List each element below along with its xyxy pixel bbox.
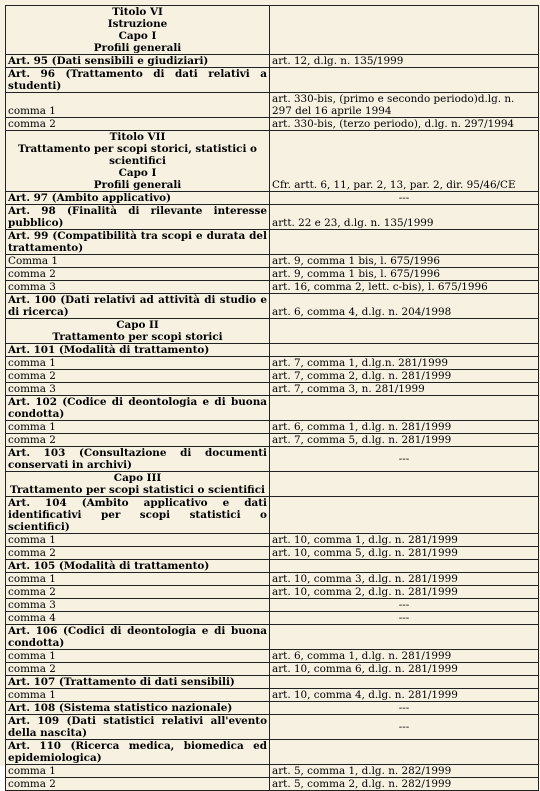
comma-label: comma 1 bbox=[6, 357, 270, 370]
comma-row bbox=[6, 599, 539, 612]
source-reference bbox=[270, 6, 539, 55]
source-reference bbox=[270, 230, 539, 255]
section-heading-row bbox=[6, 319, 539, 344]
comma-row bbox=[6, 586, 539, 599]
article-label: Art. 99 (Compatibilità tra scopi e durata del trattamento) bbox=[6, 230, 270, 255]
comma-label: comma 2 bbox=[6, 663, 270, 676]
source-reference: art. 10, comma 5, d.lg. n. 281/1999 bbox=[270, 547, 539, 560]
article-row bbox=[6, 344, 539, 357]
source-reference: art. 10, comma 6, d.lg. n. 281/1999 bbox=[270, 663, 539, 676]
comma-row bbox=[6, 547, 539, 560]
source-reference: art. 7, comma 5, d.lg. n. 281/1999 bbox=[270, 434, 539, 447]
source-reference: art. 5, comma 2, d.lg. n. 282/1999 bbox=[270, 778, 539, 791]
article-row bbox=[6, 702, 539, 715]
source-reference bbox=[270, 497, 539, 534]
comma-row bbox=[6, 370, 539, 383]
section-heading bbox=[6, 6, 270, 55]
article-label: Art. 102 (Codice di deontologia e di buona condotta) bbox=[6, 396, 270, 421]
heading-line: Trattamento per scopi statistici o scientifici bbox=[10, 484, 265, 496]
article-label: Art. 110 (Ricerca medica, biomedica ed epidemiologica) bbox=[6, 740, 270, 765]
comma-row bbox=[6, 268, 539, 281]
source-reference: art. 16, comma 2, lett. c-bis), l. 675/1996 bbox=[270, 281, 539, 294]
comma-label: comma 2 bbox=[6, 586, 270, 599]
heading-line: Trattamento per scopi storici bbox=[52, 331, 223, 343]
section-heading bbox=[6, 131, 270, 192]
source-reference: artt. 22 e 23, d.lg. n. 135/1999 bbox=[270, 205, 539, 230]
correspondence-table bbox=[5, 5, 539, 791]
comma-row bbox=[6, 612, 539, 625]
comma-label: comma 1 bbox=[6, 93, 270, 118]
comma-row bbox=[6, 689, 539, 702]
article-row bbox=[6, 560, 539, 573]
comma-row bbox=[6, 534, 539, 547]
source-reference: art. 7, comma 1, d.lg.n. 281/1999 bbox=[270, 357, 539, 370]
comma-row bbox=[6, 421, 539, 434]
source-reference bbox=[270, 740, 539, 765]
source-reference: art. 6, comma 1, d.lg. n. 281/1999 bbox=[270, 421, 539, 434]
article-row bbox=[6, 676, 539, 689]
heading-line: Capo III bbox=[113, 472, 162, 484]
article-label: Art. 105 (Modalità di trattamento) bbox=[6, 560, 270, 573]
source-reference: art. 9, comma 1 bis, l. 675/1996 bbox=[270, 268, 539, 281]
article-label: Art. 107 (Trattamento di dati sensibili) bbox=[6, 676, 270, 689]
source-reference: art. 330-bis, (terzo periodo), d.lg. n. 297/1994 bbox=[270, 118, 539, 131]
heading-line: Titolo VII bbox=[109, 131, 166, 143]
comma-label: comma 4 bbox=[6, 612, 270, 625]
article-row bbox=[6, 55, 539, 68]
source-reference: art. 6, comma 1, d.lg. n. 281/1999 bbox=[270, 650, 539, 663]
comma-label: comma 3 bbox=[6, 383, 270, 396]
source-reference: --- bbox=[270, 192, 539, 205]
source-reference: art. 6, comma 4, d.lg. n. 204/1998 bbox=[270, 294, 539, 319]
comma-label: comma 2 bbox=[6, 370, 270, 383]
section-heading-row bbox=[6, 131, 539, 192]
article-row bbox=[6, 205, 539, 230]
comma-row bbox=[6, 650, 539, 663]
comma-row bbox=[6, 573, 539, 586]
source-reference bbox=[270, 319, 539, 344]
source-reference bbox=[270, 68, 539, 93]
article-label: Art. 108 (Sistema statistico nazionale) bbox=[6, 702, 270, 715]
comma-label: comma 1 bbox=[6, 765, 270, 778]
source-reference bbox=[270, 396, 539, 421]
comma-row bbox=[6, 765, 539, 778]
section-heading bbox=[6, 472, 270, 497]
article-row bbox=[6, 497, 539, 534]
heading-line: Trattamento per scopi storici, statistici o scientifici bbox=[18, 143, 257, 167]
comma-label: comma 1 bbox=[6, 421, 270, 434]
heading-line: Capo I bbox=[118, 30, 157, 42]
comma-label: comma 3 bbox=[6, 281, 270, 294]
comma-row bbox=[6, 118, 539, 131]
comma-label: comma 2 bbox=[6, 547, 270, 560]
article-row bbox=[6, 68, 539, 93]
section-heading-row bbox=[6, 472, 539, 497]
article-label: Art. 101 (Modalità di trattamento) bbox=[6, 344, 270, 357]
article-row bbox=[6, 396, 539, 421]
comma-row bbox=[6, 281, 539, 294]
source-reference: art. 10, comma 2, d.lg. n. 281/1999 bbox=[270, 586, 539, 599]
comma-row bbox=[6, 93, 539, 118]
source-reference bbox=[270, 625, 539, 650]
comma-row bbox=[6, 255, 539, 268]
heading-line: Profili generali bbox=[93, 179, 182, 191]
article-label: Art. 106 (Codici di deontologia e di buona condotta) bbox=[6, 625, 270, 650]
article-label: Art. 100 (Dati relativi ad attività di studio e di ricerca) bbox=[6, 294, 270, 319]
comma-label: comma 2 bbox=[6, 434, 270, 447]
article-row bbox=[6, 447, 539, 472]
comma-row bbox=[6, 357, 539, 370]
section-heading bbox=[6, 319, 270, 344]
comma-label: comma 2 bbox=[6, 268, 270, 281]
source-reference bbox=[270, 560, 539, 573]
table-body bbox=[6, 6, 539, 791]
source-reference: art. 12, d.lg. n. 135/1999 bbox=[270, 55, 539, 68]
article-row bbox=[6, 625, 539, 650]
article-label: Art. 104 (Ambito applicativo e dati identificativi per scopi statistici o scientifici) bbox=[6, 497, 270, 534]
comma-label: comma 1 bbox=[6, 689, 270, 702]
source-reference: art. 10, comma 4, d.lg. n. 281/1999 bbox=[270, 689, 539, 702]
heading-line: Titolo VI bbox=[112, 6, 163, 18]
source-reference: art. 7, comma 2, d.lg. n. 281/1999 bbox=[270, 370, 539, 383]
article-label: Art. 98 (Finalità di rilevante interesse pubblico) bbox=[6, 205, 270, 230]
source-reference bbox=[270, 344, 539, 357]
heading-line: Profili generali bbox=[93, 42, 182, 54]
comma-row bbox=[6, 778, 539, 791]
article-label: Art. 96 (Trattamento di dati relativi a studenti) bbox=[6, 68, 270, 93]
heading-line: Capo I bbox=[118, 167, 157, 179]
source-reference: Cfr. artt. 6, 11, par. 2, 13, par. 2, dir. 95/46/CE bbox=[270, 131, 539, 192]
source-reference bbox=[270, 472, 539, 497]
source-reference: art. 10, comma 1, d.lg. n. 281/1999 bbox=[270, 534, 539, 547]
source-reference: --- bbox=[270, 715, 539, 740]
comma-label: comma 1 bbox=[6, 573, 270, 586]
source-reference: art. 330-bis, (primo e secondo periodo)d.lg. n. 297 del 16 aprile 1994 bbox=[270, 93, 539, 118]
article-label: Art. 97 (Ambito applicativo) bbox=[6, 192, 270, 205]
article-row bbox=[6, 294, 539, 319]
source-reference: --- bbox=[270, 702, 539, 715]
source-reference: art. 9, comma 1 bis, l. 675/1996 bbox=[270, 255, 539, 268]
article-row bbox=[6, 740, 539, 765]
heading-line: Capo II bbox=[116, 319, 159, 331]
source-reference: --- bbox=[270, 599, 539, 612]
article-label: Art. 103 (Consultazione di documenti conservati in archivi) bbox=[6, 447, 270, 472]
article-label: Art. 95 (Dati sensibili e giudiziari) bbox=[6, 55, 270, 68]
comma-label: comma 2 bbox=[6, 118, 270, 131]
source-reference: art. 10, comma 3, d.lg. n. 281/1999 bbox=[270, 573, 539, 586]
article-row bbox=[6, 192, 539, 205]
comma-label: comma 1 bbox=[6, 650, 270, 663]
article-row bbox=[6, 715, 539, 740]
comma-label: comma 3 bbox=[6, 599, 270, 612]
heading-line: Istruzione bbox=[107, 18, 168, 30]
source-reference: art. 7, comma 3, n. 281/1999 bbox=[270, 383, 539, 396]
source-reference: art. 5, comma 1, d.lg. n. 282/1999 bbox=[270, 765, 539, 778]
article-label: Art. 109 (Dati statistici relativi all'evento della nascita) bbox=[6, 715, 270, 740]
article-row bbox=[6, 230, 539, 255]
comma-row bbox=[6, 383, 539, 396]
comma-row bbox=[6, 434, 539, 447]
comma-label: comma 1 bbox=[6, 534, 270, 547]
source-reference: --- bbox=[270, 612, 539, 625]
comma-label: Comma 1 bbox=[6, 255, 270, 268]
comma-row bbox=[6, 663, 539, 676]
source-reference: --- bbox=[270, 447, 539, 472]
source-reference bbox=[270, 676, 539, 689]
comma-label: comma 2 bbox=[6, 778, 270, 791]
section-heading-row bbox=[6, 6, 539, 55]
